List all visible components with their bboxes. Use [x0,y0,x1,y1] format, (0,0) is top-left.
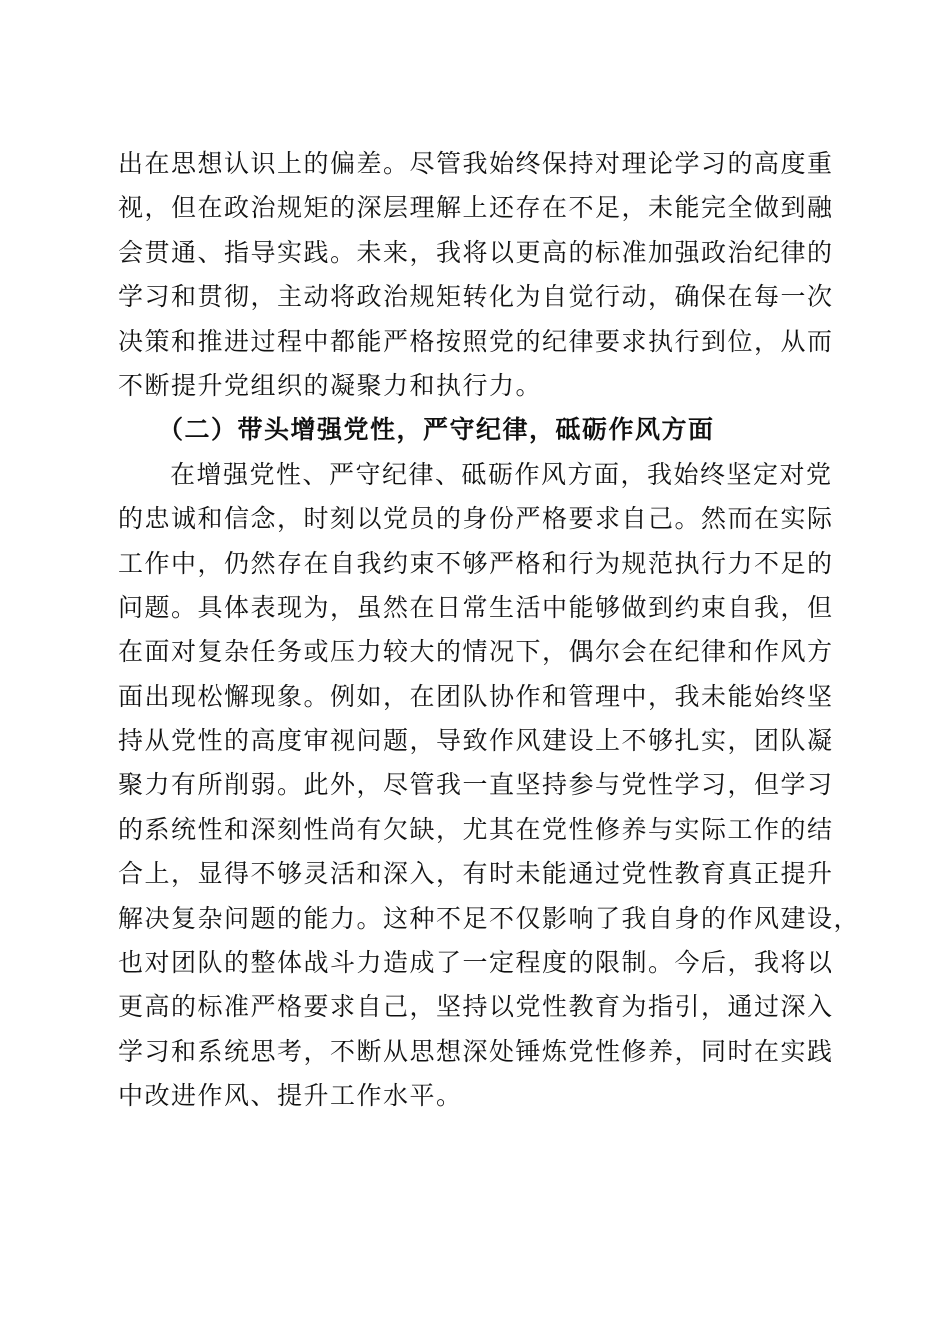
paragraph-line: 更高的标准严格要求自己，坚持以党性教育为指引，通过深入 [118,992,834,1022]
document-body [118,142,861,1119]
paragraph-line: 不断提升党组织的凝聚力和执行力。 [118,370,543,400]
paragraph-line: 解决复杂问题的能力。这种不足不仅影响了我自身的作风建设， [118,903,861,933]
section-heading: （二）带头增强党性，严守纪律，砥砺作风方面 [158,415,715,445]
paragraph-line: 持从党性的高度审视问题，导致作风建设上不够扎实，团队凝 [118,726,834,756]
paragraph-line: 学习和系统思考，不断从思想深处锤炼党性修养，同时在实践 [118,1036,834,1066]
paragraph-line: 视，但在政治规矩的深层理解上还存在不足，未能完全做到融 [118,193,834,223]
paragraph-line: 在面对复杂任务或压力较大的情况下，偶尔会在纪律和作风方 [118,637,834,667]
paragraph-line: 中改进作风、提升工作水平。 [118,1081,463,1111]
paragraph-line: 也对团队的整体战斗力造成了一定程度的限制。今后，我将以 [118,948,834,978]
paragraph-line: 工作中，仍然存在自我约束不够严格和行为规范执行力不足的 [118,548,834,578]
paragraph-line: 的忠诚和信念，时刻以党员的身份严格要求自己。然而在实际 [118,504,834,534]
paragraph-line: 在增强党性、严守纪律、砥砺作风方面，我始终坚定对党 [170,459,833,489]
paragraph-line: 问题。具体表现为，虽然在日常生活中能够做到约束自我，但 [118,592,834,622]
paragraph-line: 合上，显得不够灵活和深入，有时未能通过党性教育真正提升 [118,859,834,889]
paragraph-line: 会贯通、指导实践。未来，我将以更高的标准加强政治纪律的 [118,237,834,267]
paragraph-line: 聚力有所削弱。此外，尽管我一直坚持参与党性学习，但学习 [118,770,834,800]
paragraph-line: 的系统性和深刻性尚有欠缺，尤其在党性修养与实际工作的结 [118,814,834,844]
paragraph-2 [118,453,861,1119]
paragraph-line: 学习和贯彻，主动将政治规矩转化为自觉行动，确保在每一次 [118,282,834,312]
paragraph-line: 出在思想认识上的偏差。尽管我始终保持对理论学习的高度重 [118,149,834,178]
paragraph-line: 决策和推进过程中都能严格按照党的纪律要求执行到位，从而 [118,326,834,356]
paragraph-line: 面出现松懈现象。例如，在团队协作和管理中，我未能始终坚 [118,681,834,711]
paragraph-1 [118,142,834,408]
